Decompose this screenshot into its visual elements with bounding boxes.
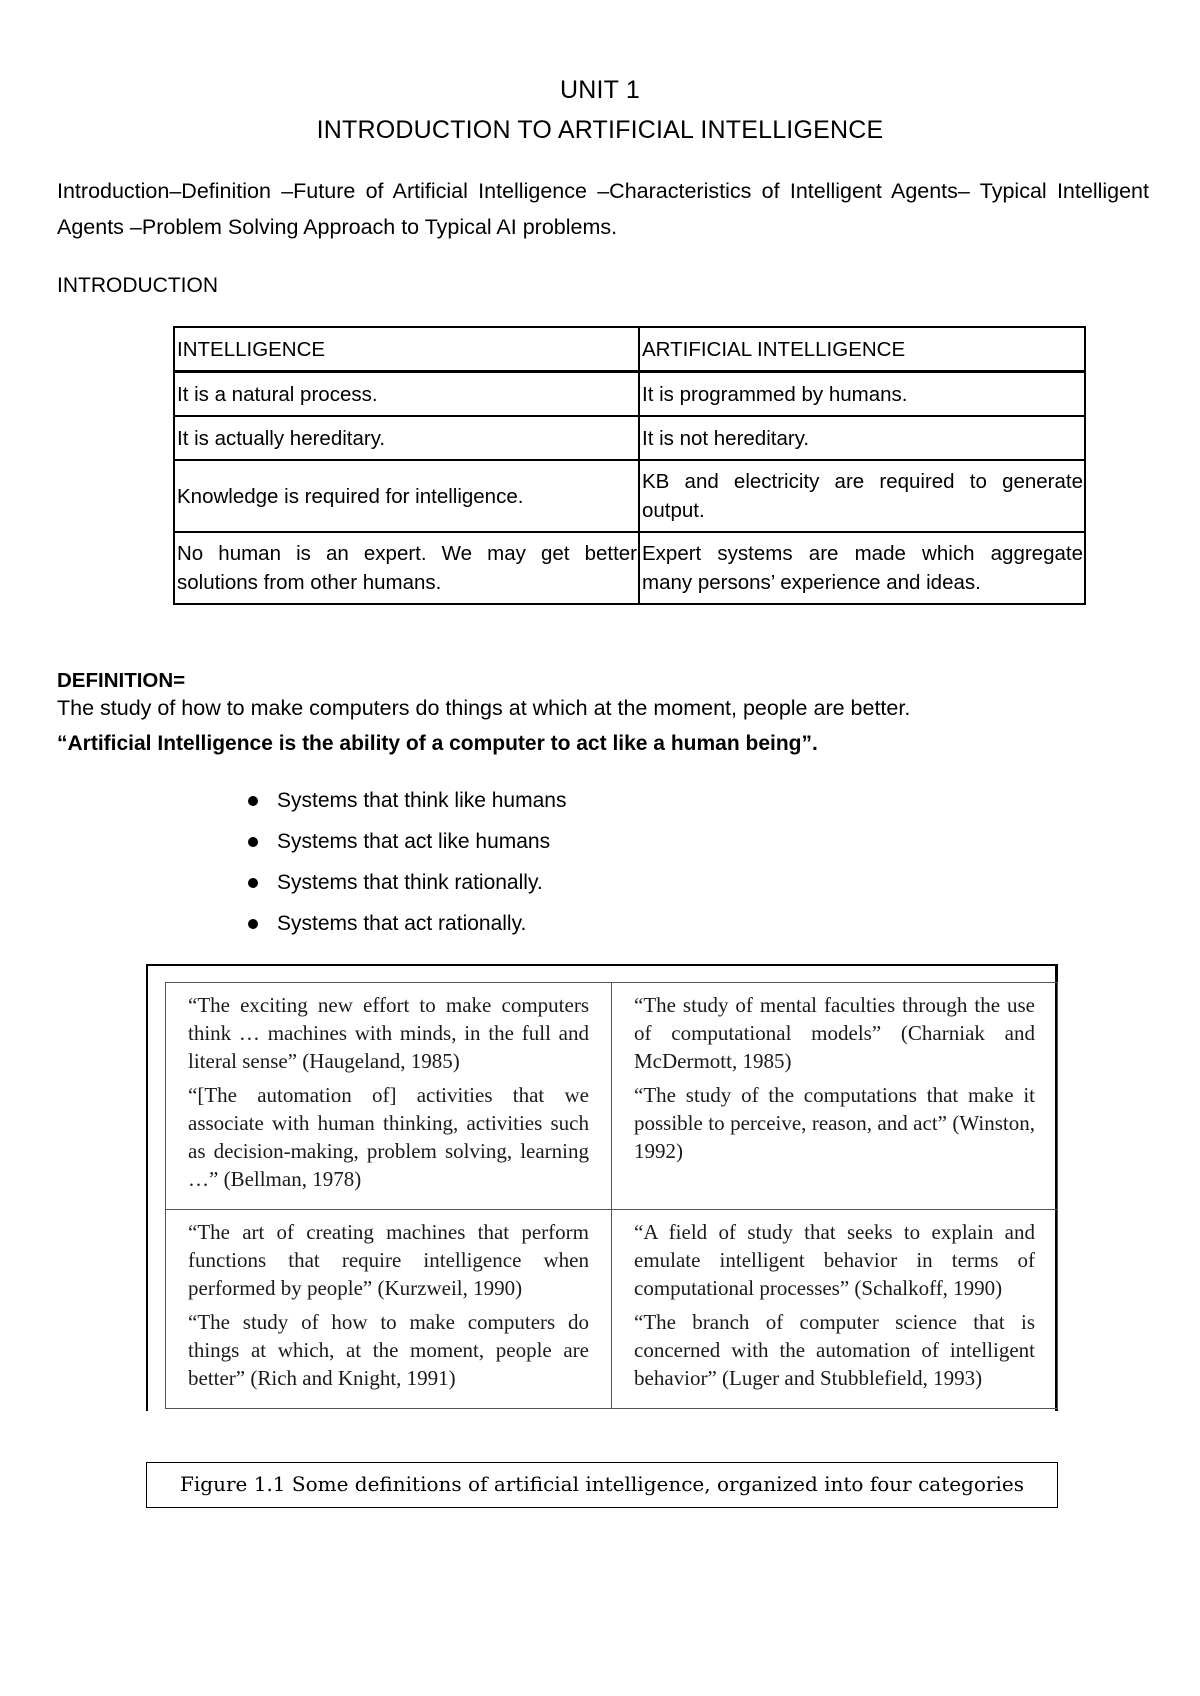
list-item: Systems that think like humans (248, 786, 566, 827)
table-cell: Knowledge is required for intelligence. (174, 460, 639, 532)
figure-cell-thinking-rationally (612, 983, 1058, 1210)
definition-quote-charniak: “The study of mental faculties through the use of computational models” (Charniak and McDermott, 1985) (634, 993, 1035, 1073)
table-row (174, 372, 1085, 417)
list-item: Systems that think rationally. (248, 868, 566, 909)
table-row (174, 532, 1085, 604)
definition-quote-kurzweil: “The art of creating machines that perform functions that require intelligence when performed by people” (Kurzweil, 1990) (188, 1220, 589, 1300)
definition-text: The study of how to make computers do things at which at the moment, people are better. (57, 696, 911, 720)
definition-quote: “Artificial Intelligence is the ability of a computer to act like a human being”. (57, 732, 818, 755)
definition-quote-haugeland: “The exciting new effort to make computers think … machines with minds, in the full and literal sense” (Haugeland, 1985) (188, 993, 589, 1073)
ai-definitions-figure (165, 982, 1058, 1409)
systems-list (248, 786, 566, 950)
comparison-table (173, 326, 1086, 605)
definition-heading: DEFINITION= (57, 669, 186, 692)
table-cell: It is a natural process. (174, 372, 639, 417)
table-header-ai: ARTIFICIAL INTELLIGENCE (639, 327, 1085, 372)
table-header-row (174, 327, 1085, 372)
figure-cell-thinking-humanly (166, 983, 612, 1210)
figure-row (166, 983, 1058, 1210)
figure-row (166, 1210, 1058, 1409)
figure-caption: Figure 1.1 Some definitions of artificial intelligence, organized into four categories (146, 1462, 1058, 1508)
figure-cell-acting-rationally (612, 1210, 1058, 1409)
definition-quote-winston: “The study of the computations that make it possible to perceive, reason, and act” (Winston, 1992) (634, 1083, 1035, 1163)
table-cell: It is not hereditary. (639, 416, 1085, 460)
table-cell: It is actually hereditary. (174, 416, 639, 460)
table-cell: Expert systems are made which aggregate many persons’ experience and ideas. (639, 532, 1085, 604)
table-row (174, 416, 1085, 460)
definition-quote-rich-knight: “The study of how to make computers do things at which, at the moment, people are better” (Rich and Knight, 1991) (188, 1310, 589, 1390)
list-item: Systems that act rationally. (248, 909, 566, 950)
table-cell: No human is an expert. We may get better solutions from other humans. (174, 532, 639, 604)
table-cell: It is programmed by humans. (639, 372, 1085, 417)
table-header-intelligence: INTELLIGENCE (174, 327, 639, 372)
list-item: Systems that act like humans (248, 827, 566, 868)
table-cell: KB and electricity are required to generate output. (639, 460, 1085, 532)
definition-quote-luger: “The branch of computer science that is concerned with the automation of intelligent behavior” (Luger and Stubblefield, 1993) (634, 1310, 1035, 1390)
definition-quote-bellman: “[The automation of] activities that we associate with human thinking, activities such as decision-making, problem solving, learning …” (Bellman, 1978) (188, 1083, 589, 1191)
unit-title: UNIT 1 (560, 76, 640, 104)
introduction-heading: INTRODUCTION (57, 274, 218, 297)
table-row (174, 460, 1085, 532)
syllabus-paragraph: Introduction–Definition –Future of Artificial Intelligence –Characteristics of Intelligent Agents– Typical Intelligent Agents –Problem Solving Approach to Typical AI problems. (57, 179, 1149, 239)
definition-quote-schalkoff: “A field of study that seeks to explain and emulate intelligent behavior in terms of computational processes” (Schalkoff, 1990) (634, 1220, 1035, 1300)
page-title: INTRODUCTION TO ARTIFICIAL INTELLIGENCE (316, 116, 884, 144)
figure-cell-acting-humanly (166, 1210, 612, 1409)
